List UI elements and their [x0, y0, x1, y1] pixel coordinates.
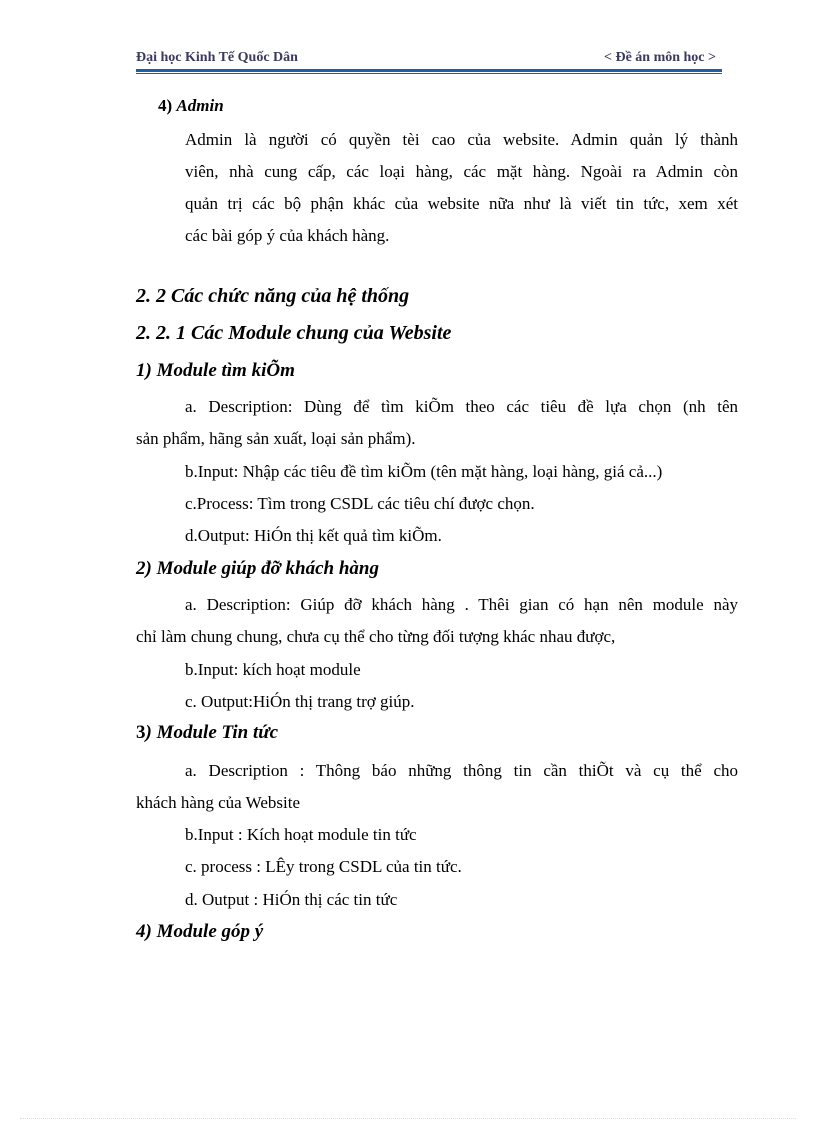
page-bottom-border — [20, 1118, 796, 1120]
module-search-desc-line-1: a. Description: Dùng để tìm kiÕm theo các tiêu đề lựa chọn (nh tên — [185, 397, 738, 416]
page-header — [136, 48, 718, 68]
admin-title: Admin — [176, 96, 224, 115]
module-search-desc-line-2: sản phẩm, hãng sản xuất, loại sản phẩm). — [136, 429, 416, 448]
admin-line-2: viên, nhà cung cấp, các loại hàng, các mặt hàng. Ngoài ra Admin còn — [185, 162, 738, 181]
module-news-input: b.Input : Kích hoạt module tin tức — [185, 825, 417, 844]
header-rule-thin — [136, 73, 722, 74]
module-feedback-title: 4) Module góp ý — [136, 921, 264, 942]
header-doc-type: < Đề án môn học > — [603, 50, 716, 65]
module-news-process: c. process : LÊy trong CSDL của tin tức. — [185, 857, 462, 876]
module-news-desc-line-2: khách hàng của Website — [136, 793, 301, 812]
subsection-heading: 2. 2. 1 Các Module chung của Website — [136, 322, 452, 344]
module-news-number: 3 — [136, 722, 146, 743]
admin-number: 4) — [158, 96, 173, 115]
admin-line-4: các bài góp ý của khách hàng. — [185, 226, 390, 245]
module-search-title: 1) Module tìm kiÕm — [136, 360, 295, 381]
module-help-input: b.Input: kích hoạt module — [185, 660, 361, 679]
admin-heading — [158, 90, 224, 122]
module-news-output: d. Output : HiÓn thị các tin tức — [185, 890, 398, 909]
module-news-title — [136, 722, 278, 744]
module-search-output: d.Output: HiÓn thị kết quả tìm kiÕm. — [185, 526, 442, 545]
admin-line-3: quản trị các bộ phận khác của website nữa như là viết tin tức, xem xét — [185, 194, 738, 213]
header-rule — [136, 69, 722, 72]
header-institution: Đại học Kinh Tế Quốc Dân — [136, 50, 298, 65]
module-news-desc-line-1: a. Description : Thông báo những thông tin cần thiÕt và cụ thể cho — [185, 761, 738, 780]
module-help-desc-line-1: a. Description: Giúp đỡ khách hàng . Thêi gian có hạn nên module này — [185, 595, 738, 614]
module-help-output: c. Output:HiÓn thị trang trợ giúp. — [185, 692, 415, 711]
module-news-title-text: ) Module Tin tức — [145, 722, 279, 743]
module-search-process: c.Process: Tìm trong CSDL các tiêu chí được chọn. — [185, 494, 535, 513]
module-search-input: b.Input: Nhập các tiêu đề tìm kiÕm (tên mặt hàng, loại hàng, giá cả...) — [185, 462, 663, 481]
admin-line-1: Admin là người có quyền tèi cao của website. Admin quản lý thành — [185, 130, 738, 149]
module-help-desc-line-2: chỉ làm chung chung, chưa cụ thể cho từng đối tượng khác nhau được, — [136, 627, 616, 646]
module-help-title: 2) Module giúp đỡ khách hàng — [136, 558, 379, 579]
section-heading: 2. 2 Các chức năng của hệ thống — [136, 285, 410, 307]
